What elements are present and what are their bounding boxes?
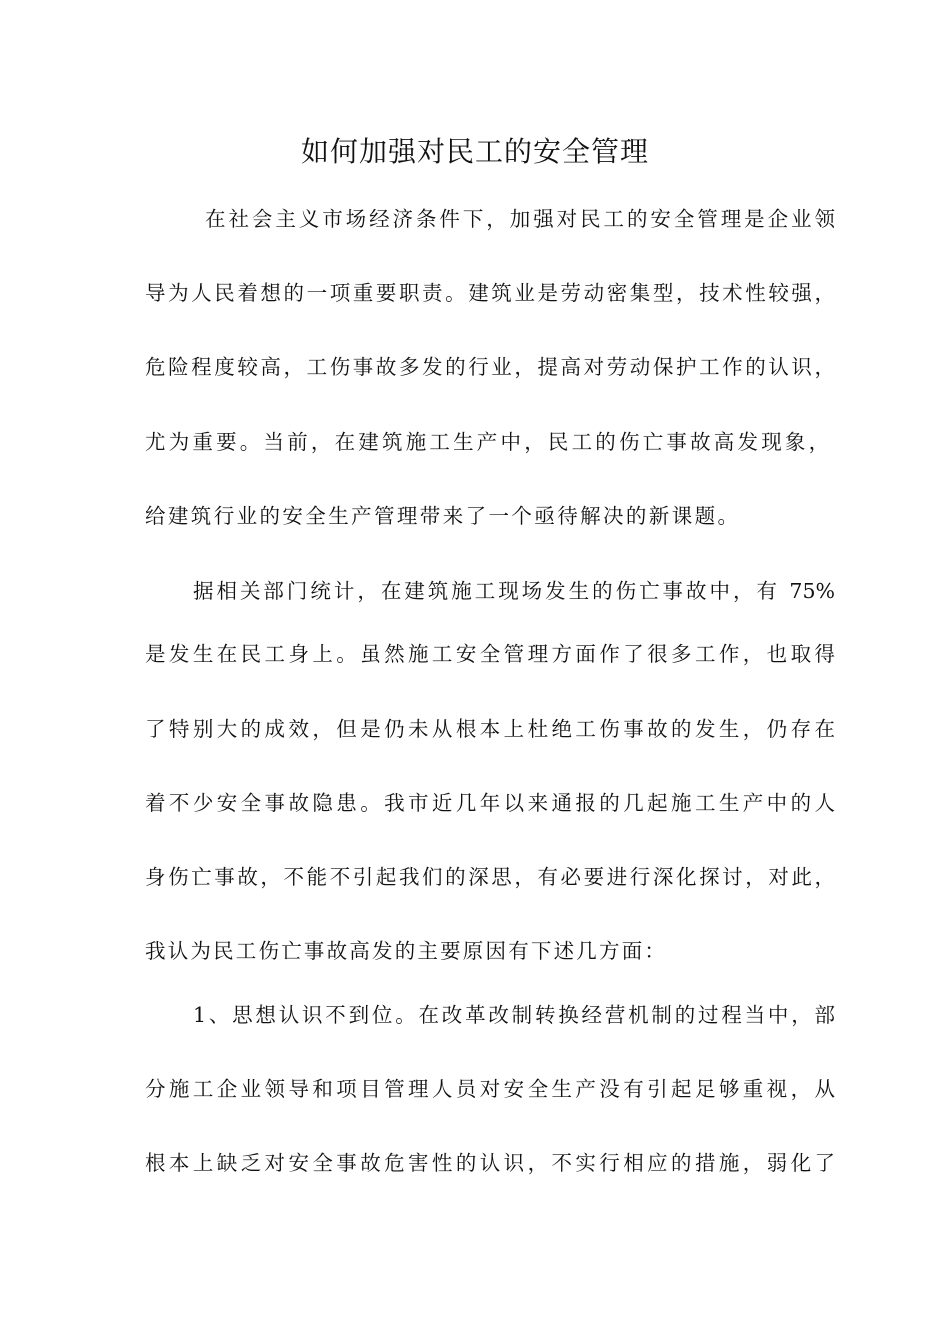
paragraph-2-line-5: 身伤亡事故，不能不引起我们的深思，有必要进行深化探讨，对此， bbox=[145, 865, 835, 889]
paragraph-2-line-2: 是发生在民工身上。虽然施工安全管理方面作了很多工作，也取得 bbox=[145, 642, 835, 666]
paragraph-2-line-1: 据相关部门统计，在建筑施工现场发生的伤亡事故中，有 75% bbox=[193, 579, 835, 603]
paragraph-3-line-2: 分施工企业领导和项目管理人员对安全生产没有引起足够重视，从 bbox=[145, 1077, 835, 1101]
paragraph-3-line-1: 1、思想认识不到位。在改革改制转换经营机制的过程当中，部 bbox=[193, 1003, 835, 1027]
paragraph-2-line-4: 着不少安全事故隐患。我市近几年以来通报的几起施工生产中的人 bbox=[145, 791, 835, 815]
paragraph-2-line-6: 我认为民工伤亡事故高发的主要原因有下述几方面： bbox=[145, 939, 668, 963]
document-title: 如何加强对民工的安全管理 bbox=[300, 135, 649, 168]
paragraph-1-line-3: 危险程度较高，工伤事故多发的行业，提高对劳动保护工作的认识， bbox=[145, 355, 835, 379]
paragraph-1-line-5: 给建筑行业的安全生产管理带来了一个亟待解决的新课题。 bbox=[145, 504, 741, 528]
paragraph-1-line-4: 尤为重要。当前，在建筑施工生产中，民工的伤亡事故高发现象， bbox=[145, 430, 833, 454]
paragraph-2-line-3: 了特别大的成效，但是仍未从根本上杜绝工伤事故的发生，仍存在 bbox=[145, 717, 835, 741]
paragraph-1-line-2: 导为人民着想的一项重要职责。建筑业是劳动密集型，技术性较强， bbox=[145, 281, 835, 305]
paragraph-3-line-3: 根本上缺乏对安全事故危害性的认识，不实行相应的措施，弱化了 bbox=[145, 1151, 835, 1175]
paragraph-1-line-1: 在社会主义市场经济条件下，加强对民工的安全管理是企业领 bbox=[205, 207, 835, 231]
